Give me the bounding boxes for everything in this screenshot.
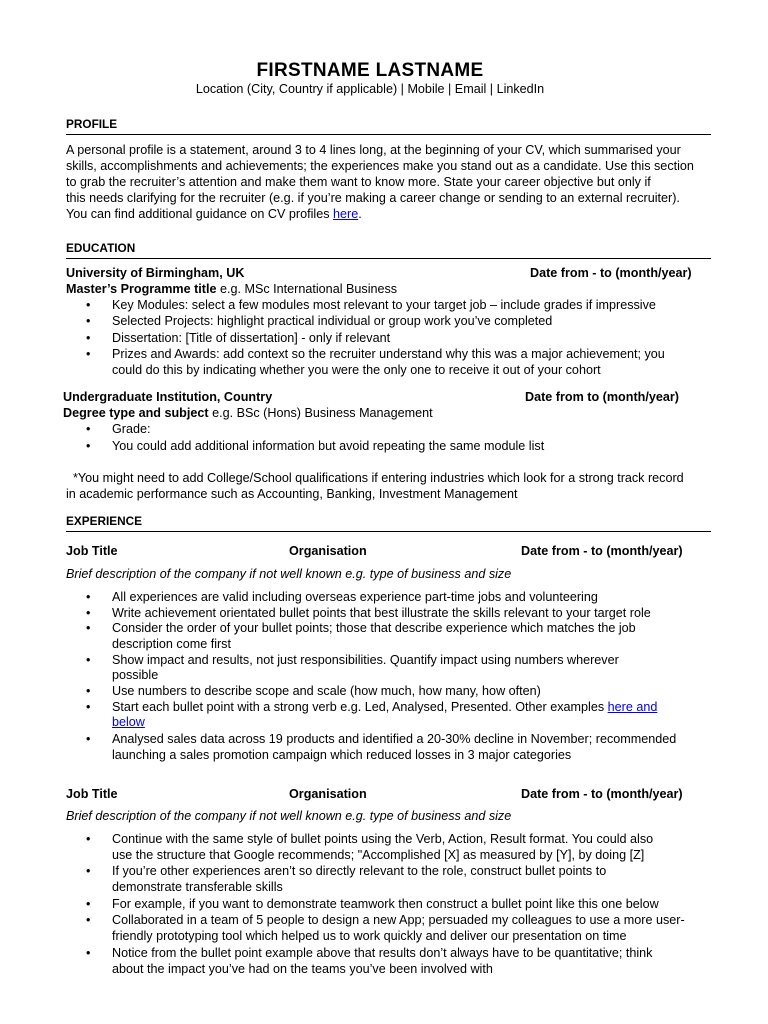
bullet-icon: • bbox=[86, 864, 91, 878]
experience-bullet-continued: possible bbox=[112, 668, 159, 682]
experience-bullet-continued: use the structure that Google recommends; "Accomplished [X] as measured by [Y], by doing [Z] bbox=[112, 848, 645, 862]
bullet-icon: • bbox=[86, 422, 91, 436]
bullet-icon: • bbox=[86, 897, 91, 911]
experience-bullet-continued: about the impact you’ve had on the teams you’ve been involved with bbox=[112, 962, 493, 976]
experience-bullet-continued bbox=[112, 715, 145, 729]
bullet-text: Start each bullet point with a strong verb e.g. Led, Analysed, Presented. Other examples bbox=[112, 700, 608, 714]
experience-bullet: If you’re other experiences aren’t so directly relevant to the role, construct bullet points to bbox=[112, 864, 607, 878]
bullet-icon: • bbox=[86, 439, 91, 453]
organisation: Organisation bbox=[289, 544, 367, 558]
bullet-icon: • bbox=[86, 314, 91, 328]
organisation: Organisation bbox=[289, 787, 367, 801]
bullet-icon: • bbox=[86, 621, 91, 635]
bullet-icon: • bbox=[86, 732, 91, 746]
experience-bullet: Analysed sales data across 19 products and identified a 20-30% decline in November; recommended bbox=[112, 732, 677, 746]
experience-bullet: Use numbers to describe scope and scale (how much, how many, how often) bbox=[112, 684, 541, 698]
education-bullet: Prizes and Awards: add context so the recruiter understand why this was a major achievement; you bbox=[112, 347, 665, 361]
institution-name: University of Birmingham, UK bbox=[66, 266, 245, 280]
institution-name: Undergraduate Institution, Country bbox=[63, 390, 273, 404]
bullet-icon: • bbox=[86, 298, 91, 312]
profile-heading: PROFILE bbox=[66, 117, 118, 131]
profile-line: to grab the recruiter’s attention and make them want to know more. State your career objective but only if bbox=[66, 175, 651, 189]
bullet-icon: • bbox=[86, 684, 91, 698]
degree-example: e.g. BSc (Hons) Business Management bbox=[208, 406, 433, 420]
experience-bullet: Consider the order of your bullet points; those that describe experience which matches the job bbox=[112, 621, 636, 635]
job-title: Job Title bbox=[66, 544, 118, 558]
bullet-icon: • bbox=[86, 946, 91, 960]
contact-line: Location (City, Country if applicable) | Mobile | Email | LinkedIn bbox=[195, 82, 545, 96]
profile-rule bbox=[66, 134, 711, 135]
bullet-icon: • bbox=[86, 331, 91, 345]
experience-rule bbox=[66, 531, 711, 532]
experience-heading: EXPERIENCE bbox=[66, 514, 143, 528]
bullet-icon: • bbox=[86, 590, 91, 604]
experience-bullet: For example, if you want to demonstrate teamwork then construct a bullet point like this one below bbox=[112, 897, 659, 911]
education-bullet: Grade: bbox=[112, 422, 151, 436]
experience-bullet: Show impact and results, not just responsibilities. Quantify impact using numbers wherever bbox=[112, 653, 619, 667]
education-rule bbox=[66, 258, 711, 259]
bullet-icon: • bbox=[86, 913, 91, 927]
degree-line bbox=[63, 406, 433, 420]
profile-line: A personal profile is a statement, around 3 to 4 lines long, at the beginning of your CV, which summarised your bbox=[66, 143, 681, 157]
experience-bullet: All experiences are valid including overseas experience part-time jobs and volunteering bbox=[112, 590, 598, 604]
education-bullet: Key Modules: select a few modules most relevant to your target job – include grades if impressive bbox=[112, 298, 656, 312]
profile-line-last bbox=[66, 207, 362, 221]
experience-bullet: Continue with the same style of bullet points using the Verb, Action, Result format. You could also bbox=[112, 832, 654, 846]
bullet-icon: • bbox=[86, 347, 91, 361]
company-description: Brief description of the company if not well known e.g. type of business and size bbox=[66, 809, 512, 823]
degree-example: e.g. MSc International Business bbox=[216, 282, 398, 296]
degree-label: Master’s Programme title bbox=[66, 282, 217, 296]
education-bullet: Selected Projects: highlight practical individual or group work you’ve completed bbox=[112, 314, 553, 328]
bullet-icon: • bbox=[86, 653, 91, 667]
job-dates: Date from - to (month/year) bbox=[521, 544, 683, 558]
job-title: Job Title bbox=[66, 787, 118, 801]
experience-bullet-continued: description come first bbox=[112, 637, 231, 651]
job-dates: Date from - to (month/year) bbox=[521, 787, 683, 801]
degree-line bbox=[66, 282, 397, 296]
education-dates: Date from - to (month/year) bbox=[530, 266, 692, 280]
experience-bullet bbox=[112, 700, 657, 714]
profile-line-suffix: . bbox=[358, 207, 362, 221]
education-bullet: Dissertation: [Title of dissertation] - only if relevant bbox=[112, 331, 391, 345]
profile-line-prefix: You can find additional guidance on CV profiles bbox=[66, 207, 333, 221]
bullet-icon: • bbox=[86, 606, 91, 620]
profile-guidance-link[interactable]: here bbox=[333, 207, 359, 221]
company-description: Brief description of the company if not well known e.g. type of business and size bbox=[66, 567, 512, 581]
experience-bullet-continued: friendly prototyping tool which helped us to work quickly and deliver our presentation on time bbox=[112, 929, 627, 943]
education-heading: EDUCATION bbox=[66, 241, 136, 255]
education-bullet-continued: could do this by indicating whether you were the only one to receive it out of your cohort bbox=[112, 363, 601, 377]
profile-line: this needs clarifying for the recruiter (e.g. if you’re making a career change or sending to an external recruiter). bbox=[66, 191, 680, 205]
degree-label: Degree type and subject bbox=[63, 406, 209, 420]
education-note: *You might need to add College/School qualifications if entering industries which look for a strong track record bbox=[66, 471, 684, 485]
experience-bullet-continued: demonstrate transferable skills bbox=[112, 880, 283, 894]
education-note: in academic performance such as Accounting, Banking, Investment Management bbox=[66, 487, 518, 501]
education-dates: Date from to (month/year) bbox=[525, 390, 679, 404]
experience-bullet: Write achievement orientated bullet points that best illustrate the skills relevant to your target role bbox=[112, 606, 651, 620]
candidate-name: FIRSTNAME LASTNAME bbox=[256, 60, 484, 81]
education-bullet: You could add additional information but avoid repeating the same module list bbox=[112, 439, 545, 453]
verb-examples-link[interactable]: here and bbox=[607, 700, 658, 714]
verb-examples-link-continued[interactable]: below bbox=[112, 715, 145, 729]
profile-line: skills, accomplishments and achievements; the experiences make you stand out as a candidate. Use this section bbox=[66, 159, 694, 173]
bullet-icon: • bbox=[86, 832, 91, 846]
experience-bullet-continued: launching a sales promotion campaign which reduced losses in 3 major categories bbox=[112, 748, 572, 762]
bullet-icon: • bbox=[86, 700, 91, 714]
experience-bullet: Collaborated in a team of 5 people to design a new App; persuaded my colleagues to use a more user- bbox=[112, 913, 685, 927]
experience-bullet: Notice from the bullet point example above that results don’t always have to be quantitative; think bbox=[112, 946, 653, 960]
